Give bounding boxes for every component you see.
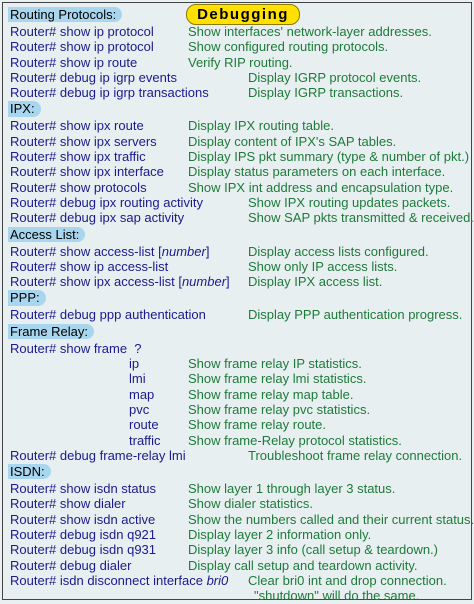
command-prefix: Router# show access-list [ [10,243,162,259]
subcommand-text: pvc [129,401,150,417]
section-ipx [8,100,474,226]
command-text: Router# show isdn active [10,511,156,527]
command-row [8,244,467,259]
command-text: Router# debug ip igrp transactions [10,85,209,101]
command-description: Display call setup and teardown activity. [188,557,418,573]
command-description-note: "shutdown" will do the same. [254,588,420,604]
command-prefix: Router# show ipx access-list [ [10,274,182,290]
command-description: Display content of IPX's SAP tables. [188,133,397,149]
command-row [8,134,467,149]
command-row [8,542,467,557]
command-prefix: Router# isdn disconnect interface [10,572,207,588]
command-text: Router# debug isdn q921 [10,527,157,543]
argument-placeholder: bri0 [206,572,229,588]
section-isdn [8,463,474,604]
section-header: IPX: [8,101,41,116]
command-description: Show frame relay pvc statistics. [188,401,371,417]
command-description: Display PPP authentication progress. [248,307,463,323]
debugging-badge: Debugging [186,4,300,25]
command-row [8,70,467,85]
command-description: Display access lists configured. [248,243,429,259]
subcommand-row [8,402,467,417]
subcommand-text: traffic [129,432,161,448]
subcommand-text: lmi [129,371,146,387]
command-text: Router# debug isdn q931 [10,542,157,558]
command-description: Display IGRP protocol events. [248,69,422,85]
command-description: Show only IP access lists. [248,258,398,274]
command-description: Display IGRP transactions. [248,85,404,101]
command-row [8,24,467,39]
command-row [8,55,467,70]
command-row [8,481,467,496]
command-row [8,118,467,133]
command-row [8,195,467,210]
command-text: Router# debug frame-relay lmi [10,447,186,463]
subcommand-row [8,387,467,402]
command-description: Show frame relay lmi statistics. [188,371,367,387]
command-description: Show the numbers called and their current status. [188,511,474,527]
subcommand-text: ip [129,356,140,372]
command-suffix: ] [226,274,230,290]
command-row [8,210,474,226]
command-row [8,259,467,274]
subcommand-text: route [129,417,159,433]
command-text: Router# show ipx route [10,118,144,134]
command-row [8,496,467,511]
command-row [8,558,467,573]
command-text: Router# debug ppp authentication [10,307,206,323]
command-description: Show interfaces' network-layer addresses. [188,24,432,39]
section-access-list [8,226,467,290]
command-text: Router# show dialer [10,496,126,512]
command-description: Show frame-Relay protocol statistics. [188,432,402,448]
command-row [8,85,467,100]
command-description: Show IPX routing updates packets. [248,194,451,210]
section-ppp [8,289,467,322]
command-row [8,527,467,542]
command-row [8,274,467,289]
section-header: PPP: [8,290,46,305]
command-description: Troubleshoot frame relay connection. [248,447,463,463]
command-description: Display IPX routing table. [188,118,334,134]
command-description: Show frame relay route. [188,417,327,433]
argument-placeholder: number [161,243,206,259]
command-description: Show dialer statistics. [188,496,313,512]
subcommand-row [8,356,467,371]
command-row [8,573,467,604]
section-header: Access List: [8,227,85,242]
command-text: Router# show ip access-list [10,258,169,274]
command-description: Show IPX int address and encapsulation type. [188,179,454,195]
command-row [8,39,467,54]
command-text: Router# debug ipx routing activity [10,194,203,210]
command-reference-sheet [2,2,474,604]
command-description: Display layer 2 information only. [188,527,372,543]
command-row [8,180,467,195]
command-text: Router# show ip protocol [10,24,154,39]
subcommand-text: map [129,386,155,402]
section-header: Routing Protocols: [8,7,122,22]
command-description: Display status parameters on each interface. [188,164,446,180]
argument-placeholder: number [181,274,227,290]
command-text: Router# show ipx traffic [10,149,146,165]
command-text [10,244,209,259]
command-text: Router# show ip protocol [10,39,154,55]
command-description: Display IPS pkt summary (type & number of pkt.) [188,149,470,165]
command-row [8,164,467,179]
command-row [8,511,474,527]
command-text: Router# show ipx interface [10,164,164,180]
command-row [8,448,467,463]
command-description: Show frame relay map table. [188,386,354,402]
command-description: Show SAP pkts transmitted & received. [248,210,474,226]
command-description: Clear bri0 int and drop connection. [248,572,447,588]
command-text: Router# show frame ? [10,340,142,356]
command-suffix: ] [205,243,210,259]
section-header: ISDN: [8,464,51,479]
command-text [10,573,228,588]
command-description: Show frame relay IP statistics. [188,356,362,372]
command-text: Router# debug ip igrp events [10,69,177,85]
subcommand-row [8,371,467,386]
section-header: Frame Relay: [8,324,94,339]
command-description: Display IPX access list. [248,274,383,290]
command-text: Router# show ipx servers [10,133,157,149]
command-description: Verify RIP routing. [188,54,293,70]
command-text: Router# show ip route [10,54,138,70]
command-row [8,307,467,322]
subcommand-row [8,417,467,432]
command-text: Router# show protocols [10,179,147,195]
command-row [8,149,470,165]
section-frame-relay [8,323,467,463]
subcommand-row [8,433,467,448]
command-description: Display layer 3 info (call setup & teardown.) [188,542,439,558]
command-description: Show layer 1 through layer 3 status. [188,481,396,497]
command-text: Router# debug ipx sap activity [10,210,185,226]
command-description: Show configured routing protocols. [188,39,389,55]
command-text: Router# debug dialer [10,557,132,573]
command-row [8,341,467,356]
command-text: Router# show isdn status [10,481,156,497]
command-text [10,274,230,289]
